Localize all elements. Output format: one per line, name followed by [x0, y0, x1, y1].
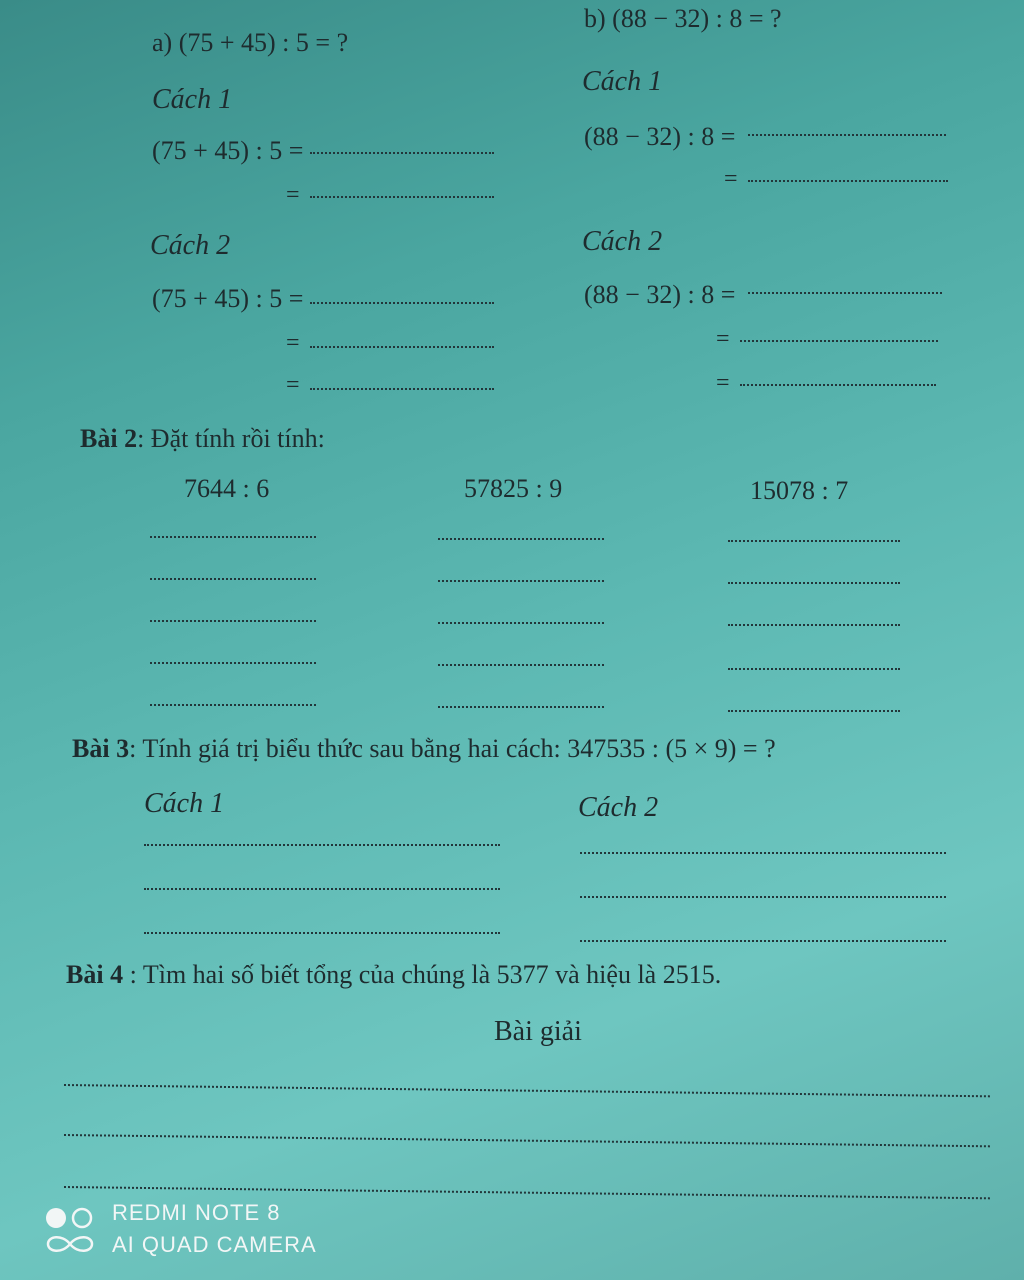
bai1-a-prompt: a) (75 + 45) : 5 = ? [152, 28, 349, 57]
answer-line[interactable] [310, 152, 494, 154]
work-line[interactable] [728, 540, 900, 542]
work-line[interactable] [150, 662, 316, 664]
work-line[interactable] [438, 706, 604, 708]
equals-sign: = [286, 372, 300, 398]
equals-sign: = [286, 182, 300, 208]
bai2-title [80, 424, 325, 454]
bai1-b-cach2-expr: (88 − 32) : 8 = [584, 280, 736, 309]
equals-sign: = [716, 370, 730, 396]
work-line[interactable] [144, 844, 500, 846]
bai4-title-bold: Bài 4 [66, 960, 124, 989]
camera-lens-logo-icon [44, 1204, 96, 1256]
work-line[interactable] [728, 582, 900, 584]
equals-sign: = [724, 166, 738, 192]
bai4-solution-heading: Bài giải [494, 1016, 582, 1047]
answer-line[interactable] [310, 196, 494, 198]
bai1-b-cach1-label: Cách 1 [582, 66, 663, 97]
work-line[interactable] [728, 668, 900, 670]
answer-line[interactable] [740, 340, 938, 342]
work-line[interactable] [144, 888, 500, 890]
work-line[interactable] [728, 624, 900, 626]
watermark-camera: AI QUAD CAMERA [112, 1232, 317, 1257]
answer-line[interactable] [310, 388, 494, 390]
work-line[interactable] [64, 1084, 990, 1097]
answer-line[interactable] [740, 384, 936, 386]
work-line[interactable] [64, 1186, 990, 1199]
watermark-device: REDMI NOTE 8 [112, 1200, 281, 1225]
bai3-title-bold: Bài 3 [72, 734, 130, 763]
bai1-a-cach1-expr: (75 + 45) : 5 = [152, 136, 304, 165]
bai1-a-cach2-expr: (75 + 45) : 5 = [152, 284, 304, 313]
bai1-b-cach1-expr: (88 − 32) : 8 = [584, 122, 736, 151]
work-line[interactable] [580, 896, 946, 898]
work-line[interactable] [438, 622, 604, 624]
bai1-b-prompt: b) (88 − 32) : 8 = ? [584, 4, 782, 33]
work-line[interactable] [150, 620, 316, 622]
bai2-title-bold: Bài 2 [80, 424, 138, 453]
work-line[interactable] [580, 940, 946, 942]
work-line[interactable] [64, 1134, 990, 1147]
bai2-problem-2: 57825 : 9 [464, 474, 563, 503]
answer-line[interactable] [310, 302, 494, 304]
work-line[interactable] [580, 852, 946, 854]
work-line[interactable] [438, 538, 604, 540]
bai3-cach2-label: Cách 2 [578, 792, 659, 823]
work-line[interactable] [150, 704, 316, 706]
bai1-a-cach2-label: Cách 2 [150, 230, 231, 261]
bai3-title-rest: : Tính giá trị biểu thức sau bằng hai cách: 347535 : (5 × 9) = ? [129, 734, 776, 763]
equals-sign: = [716, 326, 730, 352]
answer-line[interactable] [310, 346, 494, 348]
bai2-title-rest: : Đặt tính rồi tính: [137, 424, 325, 453]
equals-sign: = [286, 330, 300, 356]
bai3-cach1-label: Cách 1 [144, 788, 225, 819]
work-line[interactable] [150, 536, 316, 538]
bai3-title [72, 734, 776, 764]
work-line[interactable] [438, 664, 604, 666]
bai4-title [66, 960, 721, 990]
work-line[interactable] [150, 578, 316, 580]
bai1-b-cach2-label: Cách 2 [582, 226, 663, 257]
work-line[interactable] [144, 932, 500, 934]
work-line[interactable] [438, 580, 604, 582]
answer-line[interactable] [748, 292, 942, 294]
answer-line[interactable] [748, 134, 946, 136]
answer-line[interactable] [748, 180, 948, 182]
bai4-title-rest: : Tìm hai số biết tổng của chúng là 5377 và hiệu là 2515. [123, 960, 722, 989]
bai2-problem-1: 7644 : 6 [184, 474, 270, 503]
work-line[interactable] [728, 710, 900, 712]
bai2-problem-3: 15078 : 7 [750, 476, 849, 505]
bai1-a-cach1-label: Cách 1 [152, 84, 233, 115]
